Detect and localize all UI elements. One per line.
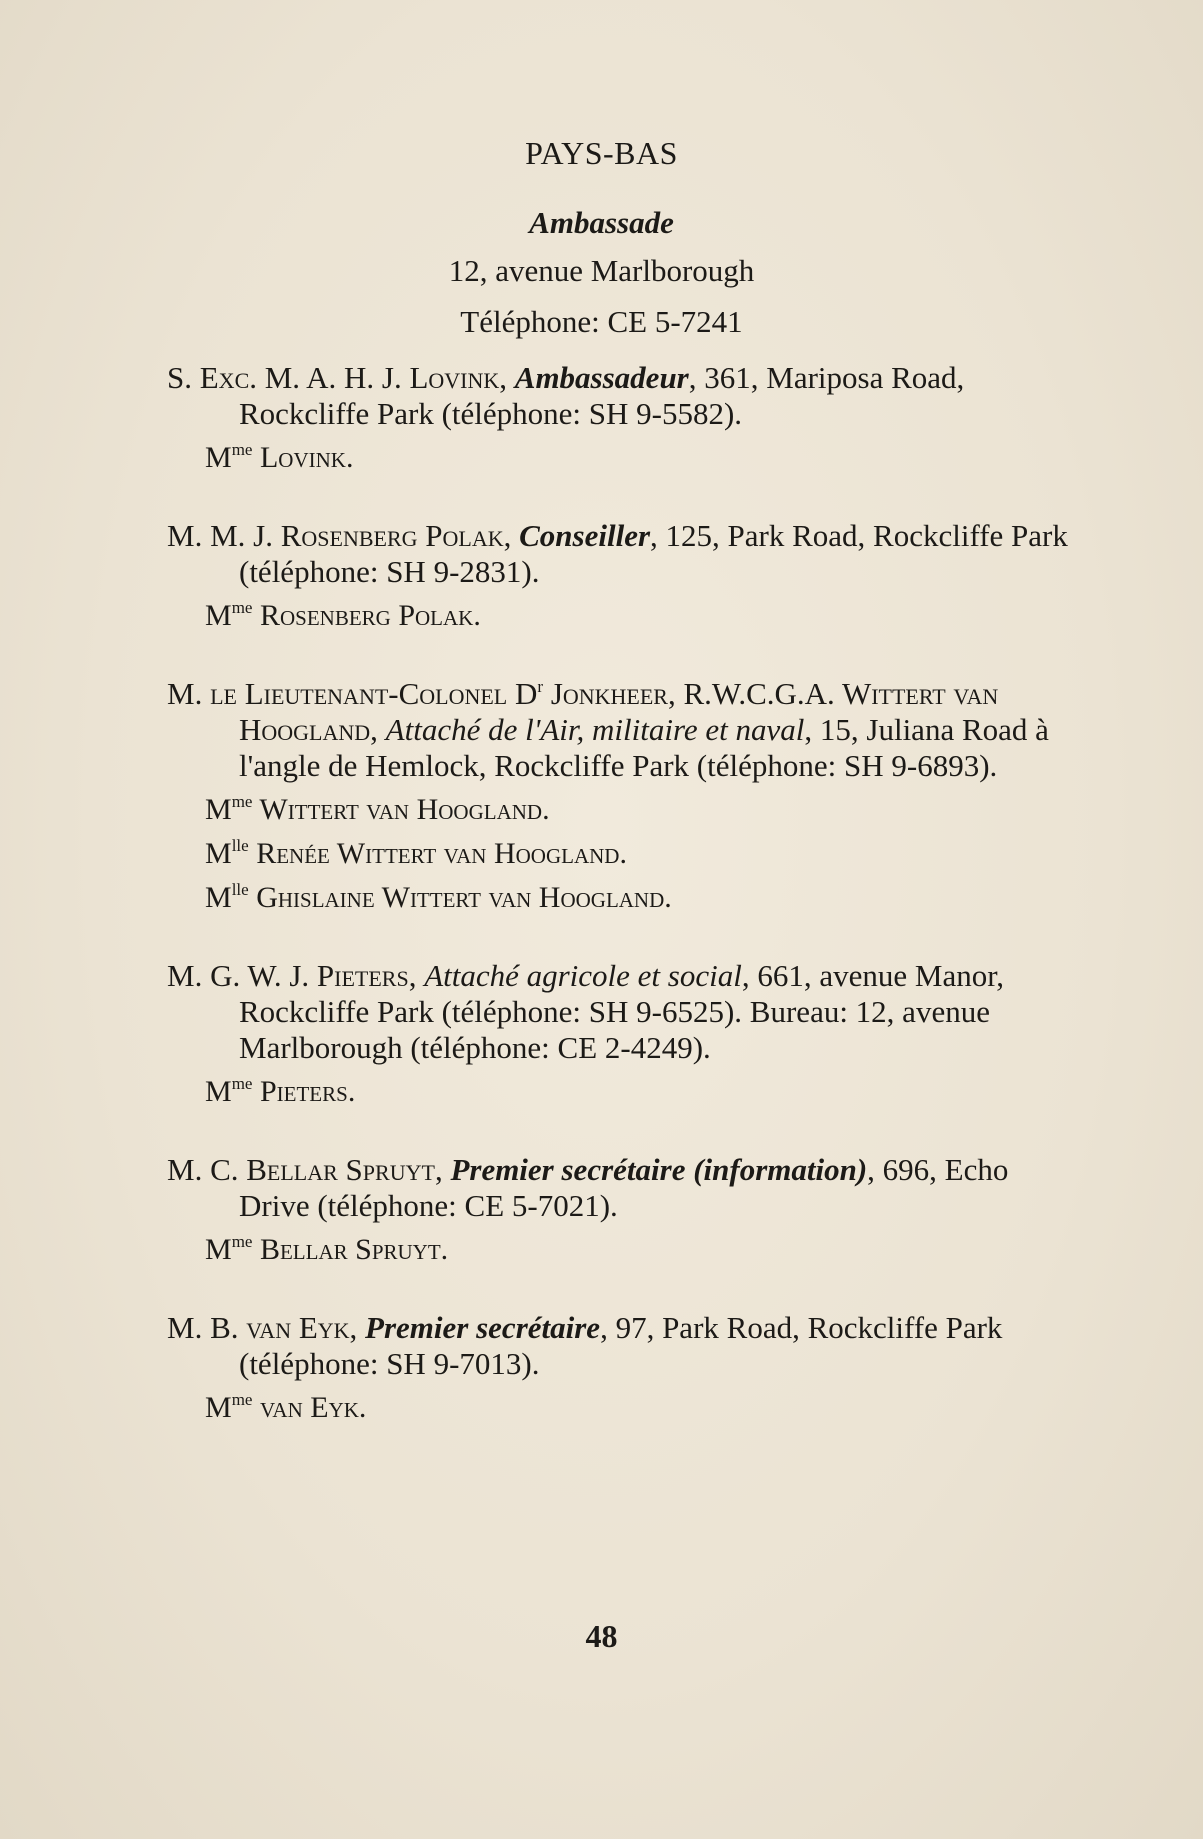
spouse-line — [205, 792, 1085, 828]
entry-prefix: M. — [167, 518, 211, 553]
honorific-sup: lle — [231, 836, 249, 855]
embassy-telephone: Téléphone: CE 5-7241 — [460, 304, 743, 339]
entry-prefix: M. — [167, 1310, 211, 1345]
staff-entry — [167, 1310, 1085, 1426]
staff-entry — [167, 958, 1085, 1110]
honorific: M — [205, 837, 232, 870]
spouse-line — [205, 1074, 1085, 1110]
honorific-sup: me — [231, 1074, 253, 1093]
honorific: M — [205, 1233, 232, 1266]
honorific: M — [205, 793, 232, 826]
page-number: 48 — [585, 1618, 618, 1654]
entry-text: M. C. Bellar Spruyt, Premier secrétaire (information), 696, Echo Drive (téléphone: CE 5-7021). — [167, 1152, 1009, 1223]
spouse-name: Rosenberg Polak. — [252, 599, 481, 632]
spouse-name: Wittert van Hoogland. — [252, 793, 550, 826]
entry-name: le Lieutenant-Colonel D — [210, 676, 538, 711]
spouse-line — [205, 1390, 1085, 1426]
entry-prefix: S. — [167, 360, 200, 395]
spouse-name: Bellar Spruyt. — [252, 1233, 449, 1266]
honorific: M — [205, 1391, 232, 1424]
honorific-sup: me — [231, 440, 253, 459]
spouse-name: van Eyk. — [252, 1391, 367, 1424]
entry-title: Conseiller — [519, 518, 651, 553]
honorific: M — [205, 441, 232, 474]
entry-details: , 125, Park Road, Rockcliffe Park (téléphone: SH 9-2831). — [239, 518, 1068, 589]
staff-entry — [167, 360, 1085, 476]
entry-name: M. J. Rosenberg Polak — [210, 518, 504, 553]
spouse-name: Pieters. — [252, 1075, 356, 1108]
spouse-line — [205, 598, 1085, 634]
honorific-sup: lle — [231, 880, 249, 899]
embassy-address: 12, avenue Marlborough — [448, 253, 755, 288]
entry-name-cont: Jonkheer, R.W.C.G.A. Wittert van Hoogland — [239, 676, 999, 747]
staff-entry — [167, 518, 1085, 634]
staff-list — [167, 360, 1085, 1468]
entry-text: M. M. J. Rosenberg Polak, Conseiller, 125, Park Road, Rockcliffe Park (téléphone: SH 9-2831). — [167, 518, 1068, 589]
honorific-sup: me — [231, 792, 253, 811]
spouse-name: Lovink. — [252, 441, 354, 474]
entry-prefix: M. — [167, 1152, 211, 1187]
honorific: M — [205, 599, 232, 632]
entry-details: , 661, avenue Manor, Rockcliffe Park (téléphone: SH 9-6525). Bureau: 12, avenue Marlborough (téléphone: CE 2-4249). — [239, 958, 1005, 1065]
entry-text: M. B. van Eyk, Premier secrétaire, 97, Park Road, Rockcliffe Park (téléphone: SH 9-7013). — [167, 1310, 1003, 1381]
entry-name: Exc. M. A. H. J. Lovink — [199, 360, 500, 395]
entry-title: Premier secrétaire (information) — [450, 1152, 868, 1187]
spouse-name: Renée Wittert van Hoogland. — [248, 837, 627, 870]
entry-title: Attaché agricole et social — [424, 958, 742, 993]
spouse-line — [205, 836, 1085, 872]
entry-name-sup: r — [537, 677, 544, 696]
spouse-line — [205, 440, 1085, 476]
entry-prefix: M. — [167, 676, 211, 711]
spouse-line — [205, 1232, 1085, 1268]
country-heading: PAYS-BAS — [525, 135, 678, 171]
spouse-line — [205, 880, 1085, 916]
entry-title: Premier secrétaire — [365, 1310, 601, 1345]
entry-title: Attaché de l'Air, militaire et naval — [385, 712, 805, 747]
honorific: M — [205, 1075, 232, 1108]
entry-name: B. van Eyk — [210, 1310, 350, 1345]
honorific: M — [205, 881, 232, 914]
entry-details: , 15, Juliana Road à l'angle de Hemlock, Rockcliffe Park (téléphone: SH 9-6893). — [239, 712, 1049, 783]
honorific-sup: me — [231, 1232, 253, 1251]
spouse-name: Ghislaine Wittert van Hoogland. — [248, 881, 672, 914]
staff-entry — [167, 1152, 1085, 1268]
entry-details: , 361, Mariposa Road, Rockcliffe Park (téléphone: SH 9-5582). — [239, 360, 965, 431]
entry-text: M. le Lieutenant-Colonel $D^r$ Jonkheer, R.W.C.G.A. Wittert van Hoogland, Attaché de l'Air, militaire et naval, 15, Juliana Road à l'angle de Hemlock, Rockcliffe Park (téléphone: SH 9-6893). — [167, 676, 1049, 783]
entry-name: C. Bellar Spruyt — [210, 1152, 435, 1187]
embassy-heading: Ambassade — [529, 205, 674, 240]
entry-title: Ambassadeur — [514, 360, 689, 395]
entry-name: G. W. J. Pieters — [210, 958, 409, 993]
honorific-sup: me — [231, 1390, 253, 1409]
entry-text: S. Exc. M. A. H. J. Lovink, Ambassadeur, 361, Mariposa Road, Rockcliffe Park (téléphone: SH 9-5582). — [167, 360, 965, 431]
entry-details: , 97, Park Road, Rockcliffe Park (téléphone: SH 9-7013). — [239, 1310, 1003, 1381]
entry-text: M. G. W. J. Pieters, Attaché agricole et social, 661, avenue Manor, Rockcliffe Park (téléphone: SH 9-6525). Bureau: 12, avenue Marlborough (téléphone: CE 2-4249). — [167, 958, 1005, 1065]
entry-prefix: M. — [167, 958, 211, 993]
staff-entry — [167, 676, 1085, 916]
entry-details: , 696, Echo Drive (téléphone: CE 5-7021). — [239, 1152, 1009, 1223]
honorific-sup: me — [231, 598, 253, 617]
